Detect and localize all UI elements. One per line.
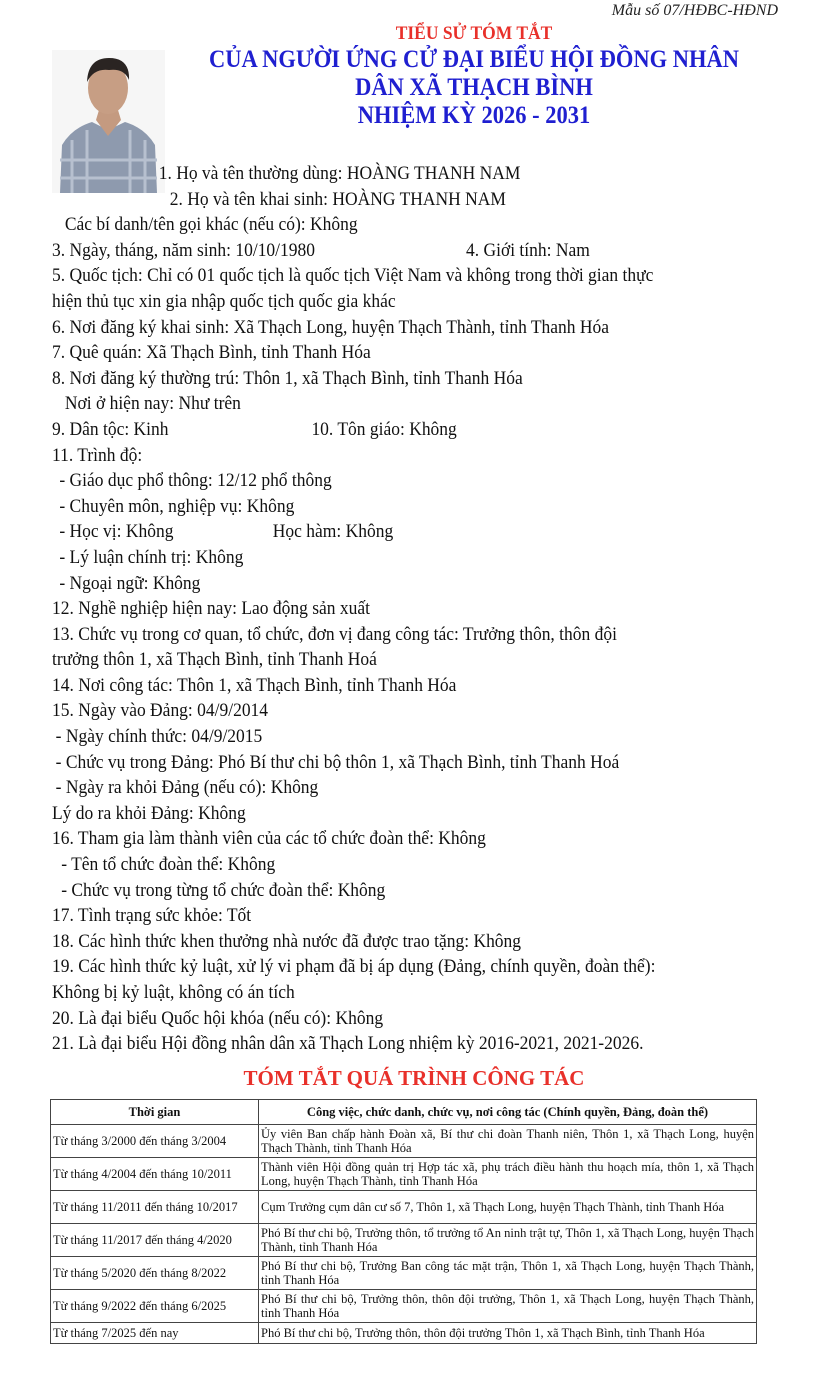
table-header-row	[51, 1100, 757, 1125]
row-time: Từ tháng 9/2022 đến tháng 6/2025	[51, 1290, 259, 1323]
header-time: Thời gian	[51, 1100, 259, 1125]
row-time: Từ tháng 11/2011 đến tháng 10/2017	[51, 1191, 259, 1224]
field-general-education: - Giáo dục phổ thông: 12/12 phổ thông	[59, 470, 332, 492]
header-description: Công việc, chức danh, chức vụ, nơi công tác (Chính quyền, Đảng, đoàn thể)	[259, 1100, 757, 1125]
field-religion: 10. Tôn giáo: Không	[311, 418, 457, 440]
field-organization-position: - Chức vụ trong từng tổ chức đoàn thể: Không	[61, 879, 386, 901]
row-description: Phó Bí thư chi bộ, Trưởng Ban công tác mặt trận, Thôn 1, xã Thạch Long, huyện Thạch Thành, tỉnh Thanh Hóa	[259, 1257, 757, 1290]
field-gender: 4. Giới tính: Nam	[466, 239, 590, 261]
field-professional: - Chuyên môn, nghiệp vụ: Không	[59, 495, 295, 517]
table-row	[51, 1125, 757, 1158]
field-workplace: 14. Nơi công tác: Thôn 1, xã Thạch Bình, tỉnh Thanh Hóa	[52, 674, 457, 696]
field-organizations: 16. Tham gia làm thành viên của các tổ chức đoàn thể: Không	[52, 828, 486, 850]
title-commune: DÂN XÃ THẠCH BÌNH	[355, 74, 593, 101]
row-time: Từ tháng 5/2020 đến tháng 8/2022	[51, 1257, 259, 1290]
field-party-leave-reason: Lý do ra khỏi Đảng: Không	[52, 802, 246, 824]
title-term: NHIỆM KỲ 2026 - 2031	[357, 102, 591, 129]
row-description: Cụm Trưởng cụm dân cư số 7, Thôn 1, xã Thạch Long, huyện Thạch Thành, tỉnh Thanh Hóa	[259, 1191, 757, 1224]
field-academic-title: Học hàm: Không	[272, 521, 394, 543]
field-health: 17. Tình trạng sức khỏe: Tốt	[52, 905, 252, 927]
table-row	[51, 1224, 757, 1257]
field-nationality: 5. Quốc tịch: Chỉ có 01 quốc tịch là quốc tịch Việt Nam và không trong thời gian thực	[52, 265, 654, 287]
field-national-assembly: 20. Là đại biểu Quốc hội khóa (nếu có): Không	[52, 1007, 384, 1029]
field-alias: Các bí danh/tên gọi khác (nếu có): Không	[64, 214, 358, 236]
field-party-official-date: - Ngày chính thức: 04/9/2015	[55, 726, 263, 748]
field-party-leave-date: - Ngày ra khỏi Đảng (nếu có): Không	[55, 777, 319, 799]
field-ethnicity-religion	[52, 417, 733, 443]
field-common-name: 1. Họ và tên thường dùng: HOÀNG THANH NAM	[158, 163, 521, 184]
table-row	[51, 1290, 757, 1323]
field-education: 11. Trình độ:	[52, 444, 143, 466]
field-occupation: 12. Nghề nghiệp hiện nay: Lao động sản xuất	[52, 598, 370, 620]
field-party-position: - Chức vụ trong Đảng: Phó Bí thư chi bộ thôn 1, xã Thạch Bình, tỉnh Thanh Hoá	[55, 751, 620, 773]
table-row	[51, 1191, 757, 1224]
field-people-council: 21. Là đại biểu Hội đồng nhân dân xã Thạch Long nhiệm kỳ 2016-2021, 2021-2026.	[52, 1033, 644, 1055]
field-nationality-cont: hiện thủ tục xin gia nhập quốc tịch quốc gia khác	[52, 290, 396, 312]
field-current-residence: Nơi ở hiện nay: Như trên	[64, 393, 241, 415]
work-history-table	[50, 1099, 757, 1344]
field-position: 13. Chức vụ trong cơ quan, tổ chức, đơn vị đang công tác: Trưởng thôn, thôn đội	[52, 623, 617, 645]
table-row	[51, 1323, 757, 1344]
title-biography: TIỂU SỬ TÓM TẮT	[395, 23, 553, 44]
row-time: Từ tháng 7/2025 đến nay	[51, 1323, 259, 1344]
field-foreign-language: - Ngoại ngữ: Không	[59, 572, 201, 594]
field-birth-registration: 6. Nơi đăng ký khai sinh: Xã Thạch Long, huyện Thạch Thành, tỉnh Thanh Hóa	[52, 316, 610, 338]
field-position-cont: trưởng thôn 1, xã Thạch Bình, tỉnh Thanh Hoá	[52, 649, 377, 671]
field-party-join-date: 15. Ngày vào Đảng: 04/9/2014	[52, 700, 269, 722]
row-time: Từ tháng 3/2000 đến tháng 3/2004	[51, 1125, 259, 1158]
document-title	[170, 22, 778, 130]
field-degree-title	[52, 519, 733, 545]
work-history-title: TÓM TẮT QUÁ TRÌNH CÔNG TÁC	[243, 1066, 585, 1090]
row-time: Từ tháng 4/2004 đến tháng 10/2011	[51, 1158, 259, 1191]
field-political-theory: - Lý luận chính trị: Không	[59, 546, 244, 568]
row-description: Phó Bí thư chi bộ, Trưởng thôn, thôn đội trưởng Thôn 1, xã Thạch Bình, tỉnh Thanh Hóa	[259, 1323, 757, 1344]
field-dob-gender	[52, 238, 733, 264]
field-permanent-residence: 8. Nơi đăng ký thường trú: Thôn 1, xã Thạch Bình, tỉnh Thanh Hóa	[52, 367, 523, 389]
field-dob: 3. Ngày, tháng, năm sinh: 10/10/1980	[52, 239, 315, 261]
row-description: Phó Bí thư chi bộ, Trưởng thôn, thôn đội trưởng, Thôn 1, xã Thạch Long, huyện Thạch Thành, tỉnh Thanh Hóa	[259, 1290, 757, 1323]
form-code: Mẫu số 07/HĐBC-HĐND	[611, 2, 778, 19]
table-row	[51, 1158, 757, 1191]
field-discipline-cont: Không bị kỷ luật, không có án tích	[52, 982, 295, 1003]
field-discipline: 19. Các hình thức kỷ luật, xử lý vi phạm đã bị áp dụng (Đảng, chính quyền, đoàn thể):	[52, 956, 656, 978]
field-hometown: 7. Quê quán: Xã Thạch Bình, tỉnh Thanh Hóa	[52, 342, 371, 364]
row-description: Ủy viên Ban chấp hành Đoàn xã, Bí thư chi đoàn Thanh niên, Thôn 1, xã Thạch Long, huyện Thạch Thành, tỉnh Thanh Hóa	[259, 1125, 757, 1158]
field-ethnicity: 9. Dân tộc: Kinh	[52, 418, 169, 440]
field-awards: 18. Các hình thức khen thưởng nhà nước đã được trao tặng: Không	[52, 930, 522, 952]
biography-fields	[52, 161, 792, 1057]
row-description: Thành viên Hội đồng quản trị Hợp tác xã, phụ trách điều hành thu hoạch mía, thôn 1, xã Thạch Long, huyện Thạch Thành, tỉnh Thanh Hóa	[259, 1158, 757, 1191]
field-birth-name: 2. Họ và tên khai sinh: HOÀNG THANH NAM	[169, 188, 506, 210]
title-candidate: CỦA NGƯỜI ỨNG CỬ ĐẠI BIỂU HỘI ĐỒNG NHÂN	[208, 46, 740, 73]
row-description: Phó Bí thư chi bộ, Trưởng thôn, tổ trưởng tổ An ninh trật tự, Thôn 1, xã Thạch Long, huyện Thạch Thành, tỉnh Thanh Hóa	[259, 1224, 757, 1257]
table-row	[51, 1257, 757, 1290]
row-time: Từ tháng 11/2017 đến tháng 4/2020	[51, 1224, 259, 1257]
field-degree: - Học vị: Không	[59, 521, 174, 543]
field-organization-name: - Tên tổ chức đoàn thể: Không	[61, 854, 276, 876]
